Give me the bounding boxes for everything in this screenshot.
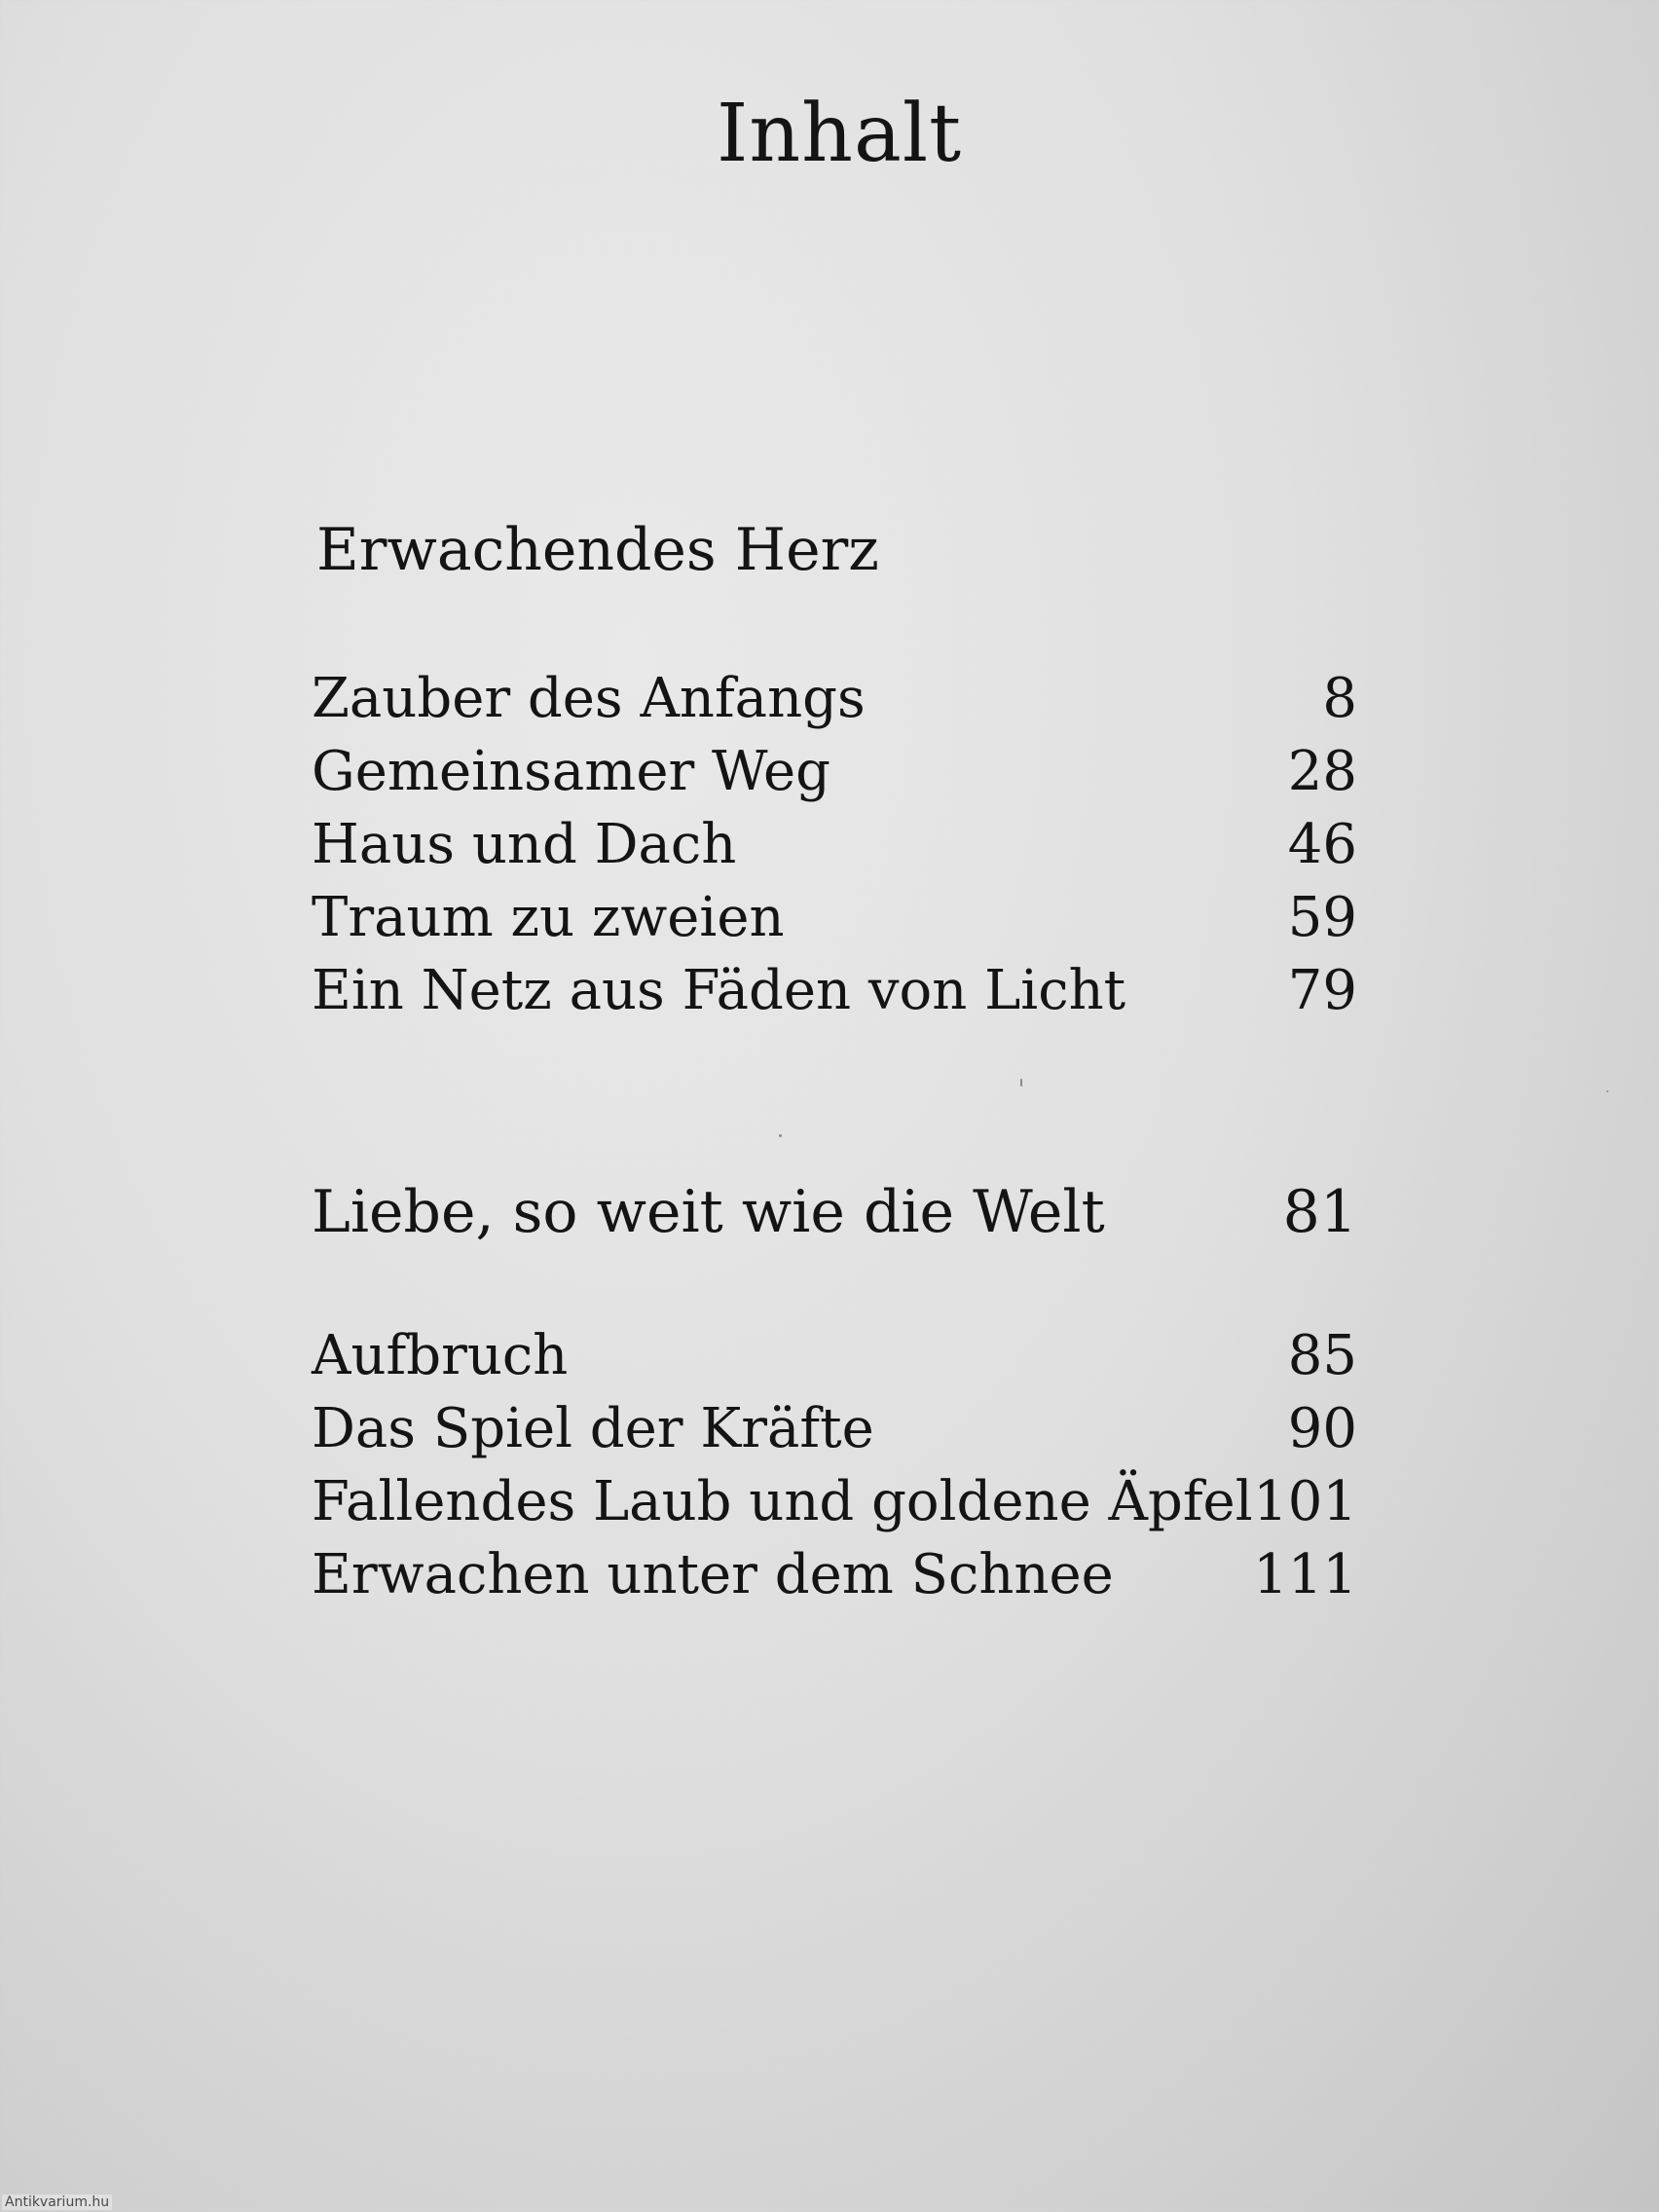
toc-entry-title: Haus und Dach	[312, 813, 737, 876]
toc-entry	[312, 1543, 1357, 1606]
paper-speck	[1606, 1090, 1608, 1092]
toc-entry-page: 28	[1287, 740, 1357, 803]
toc-entry-title: Fallendes Laub und goldene Äpfel	[312, 1470, 1253, 1533]
toc-entry-page: 79	[1287, 959, 1357, 1022]
toc-entry	[312, 813, 1357, 876]
toc-entry	[312, 1470, 1357, 1533]
toc-entry-page: 46	[1287, 813, 1357, 876]
toc-entry-page: 111	[1253, 1543, 1357, 1606]
section-heading-page: 81	[1282, 1178, 1357, 1246]
section-heading: Liebe, so weit wie die Welt	[312, 1178, 1105, 1246]
toc-entry	[312, 959, 1357, 1022]
toc-entry-page: 85	[1287, 1324, 1357, 1387]
paper-speck	[779, 1134, 782, 1137]
watermark: Antikvarium.hu	[2, 2194, 112, 2210]
toc-entry-title: Erwachen unter dem Schnee	[312, 1543, 1114, 1606]
paper-speck	[1020, 1079, 1022, 1087]
page-title: Inhalt	[716, 88, 963, 180]
toc-entry-title: Zauber des Anfangs	[312, 667, 866, 730]
toc-entry-title: Das Spiel der Kräfte	[312, 1397, 874, 1460]
toc-entry	[312, 1324, 1357, 1387]
toc-entry-title: Gemeinsamer Weg	[312, 740, 831, 803]
toc-entry-page: 90	[1287, 1397, 1357, 1460]
toc-entry	[312, 886, 1357, 949]
toc-entry-title: Traum zu zweien	[312, 886, 785, 949]
toc-entry-title: Ein Netz aus Fäden von Licht	[312, 959, 1126, 1022]
toc-entry	[312, 1397, 1357, 1460]
toc-entry-page: 59	[1287, 886, 1357, 949]
toc-entry-title: Aufbruch	[312, 1324, 569, 1387]
toc-entry	[312, 667, 1357, 730]
section-heading-row	[312, 1178, 1357, 1246]
toc-entry	[312, 740, 1357, 803]
toc-entry-page: 8	[1322, 667, 1357, 730]
toc-entry-page: 101	[1253, 1470, 1357, 1533]
section-heading: Erwachendes Herz	[316, 516, 879, 584]
